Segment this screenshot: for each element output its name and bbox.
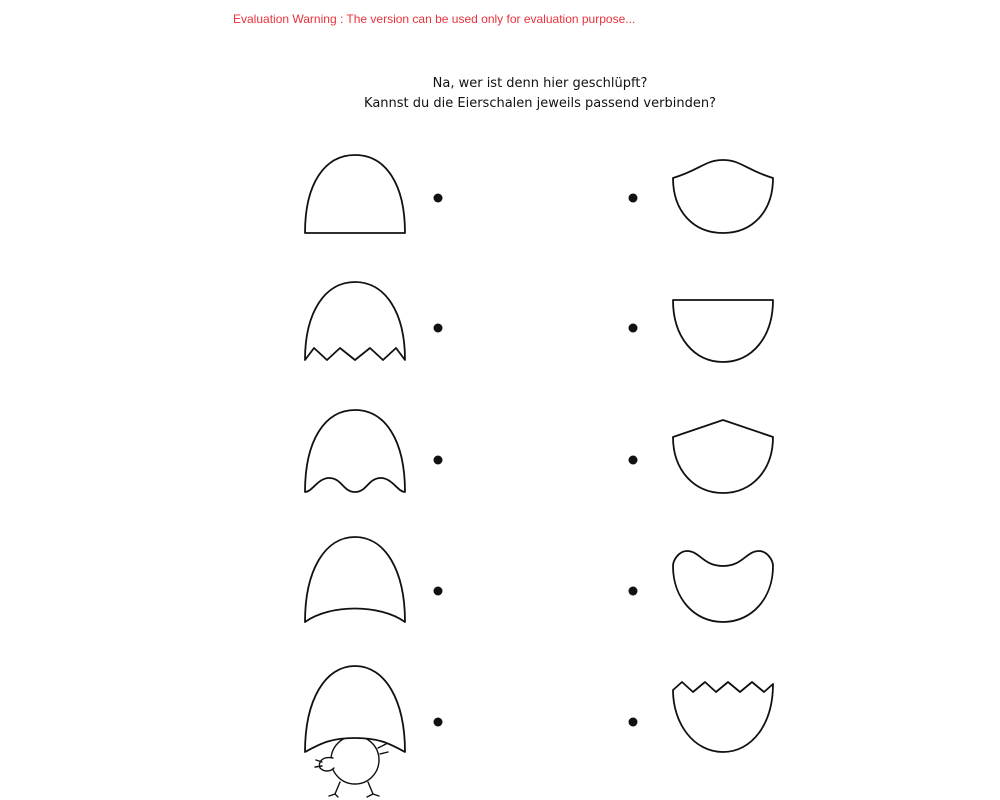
top-shell-arch-edge	[305, 537, 405, 622]
right-connect-dot-2[interactable]	[629, 324, 638, 333]
left-connect-dot-3[interactable]	[434, 456, 443, 465]
bottom-shell-straight-edge	[673, 300, 773, 362]
right-connect-dot-4[interactable]	[629, 587, 638, 596]
right-connect-dot-3[interactable]	[629, 456, 638, 465]
chick-illustration	[315, 736, 388, 797]
top-shell-wavy-edge	[305, 410, 405, 492]
left-connect-dot-1[interactable]	[434, 194, 443, 203]
bottom-shell-wavy-edge	[673, 551, 773, 622]
right-connect-dot-1[interactable]	[629, 194, 638, 203]
left-connect-dot-2[interactable]	[434, 324, 443, 333]
bottom-shell-peak-edge	[673, 420, 773, 493]
right-connect-dot-5[interactable]	[629, 718, 638, 727]
instruction-line-2: Kannst du die Eierschalen jeweils passend verbinden?	[364, 96, 716, 111]
bottom-shell-zigzag-edge	[673, 682, 773, 752]
evaluation-watermark: Evaluation Warning : The version can be used only for evaluation purpose...	[233, 12, 636, 26]
bottom-shell-two-bump-edge	[673, 160, 773, 233]
top-shell-straight-edge	[305, 155, 405, 233]
left-connect-dot-4[interactable]	[434, 587, 443, 596]
instruction-line-1: Na, wer ist denn hier geschlüpft?	[432, 76, 648, 91]
top-shell-zigzag-edge	[305, 282, 405, 360]
left-connect-dot-5[interactable]	[434, 718, 443, 727]
